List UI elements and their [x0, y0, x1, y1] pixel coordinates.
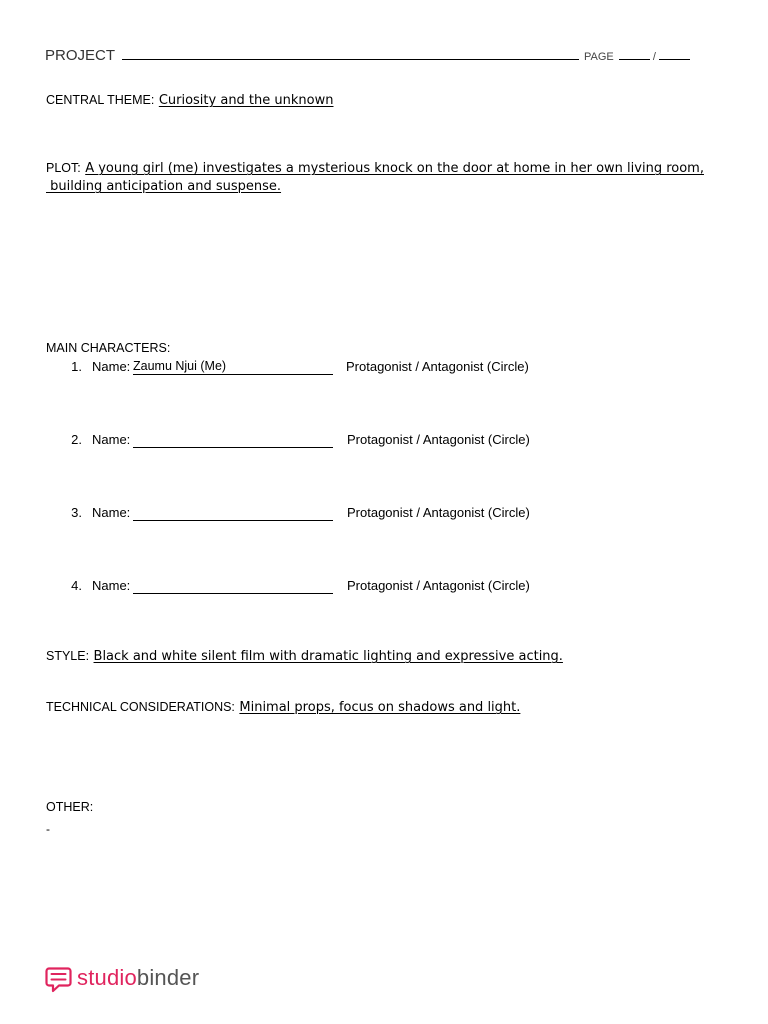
page-separator: / [652, 51, 656, 63]
project-title-field[interactable] [122, 58, 579, 60]
main-characters-label: MAIN CHARACTERS: [46, 341, 171, 355]
character-row-4 [46, 578, 566, 596]
character-name-value: Zaumu Njui (Me) [133, 359, 227, 373]
central-theme-label: CENTRAL THEME: [46, 93, 155, 107]
project-header [45, 47, 579, 64]
logo-wordmark-binder: binder [136, 965, 200, 990]
other-value[interactable]: - [46, 822, 50, 836]
character-row-2 [46, 432, 566, 450]
style-value[interactable]: Black and white silent film with dramatic lighting and expressive acting. [93, 649, 563, 664]
character-role-options[interactable]: Protagonist / Antagonist (Circle) [347, 432, 530, 447]
character-number: 4. [71, 578, 82, 593]
project-label: PROJECT [45, 47, 115, 64]
page-label: PAGE [584, 51, 614, 63]
character-number: 2. [71, 432, 82, 447]
character-role-options[interactable]: Protagonist / Antagonist (Circle) [347, 505, 530, 520]
plot-section [46, 159, 704, 195]
character-name-field[interactable] [133, 432, 333, 448]
character-name-field[interactable] [133, 359, 333, 375]
plot-line-2[interactable]: building anticipation and suspense. [46, 179, 282, 194]
page-counter [584, 51, 690, 63]
page-current-field[interactable] [619, 58, 650, 60]
central-theme-value[interactable]: Curiosity and the unknown [158, 93, 334, 108]
technical-section [46, 698, 520, 716]
character-role-options[interactable]: Protagonist / Antagonist (Circle) [346, 359, 529, 374]
other-label: OTHER: [46, 800, 94, 814]
character-name-field[interactable] [133, 578, 333, 594]
technical-label: TECHNICAL CONSIDERATIONS: [46, 700, 235, 714]
logo-wordmark [77, 965, 199, 991]
character-name-field[interactable] [133, 505, 333, 521]
character-name-label: Name: [92, 432, 131, 447]
character-name-label: Name: [92, 359, 131, 374]
central-theme [46, 91, 333, 109]
character-role-options[interactable]: Protagonist / Antagonist (Circle) [347, 578, 530, 593]
character-number: 3. [71, 505, 82, 520]
technical-value[interactable]: Minimal props, focus on shadows and light. [239, 700, 521, 715]
chat-bubble-logo-icon [45, 966, 72, 993]
style-section [46, 647, 563, 665]
plot-line-1[interactable]: A young girl (me) investigates a mysterious knock on the door at home in her own living room, [85, 161, 704, 176]
character-name-label: Name: [92, 578, 131, 593]
character-name-label: Name: [92, 505, 131, 520]
page-total-field[interactable] [659, 58, 690, 60]
plot-label: PLOT: [46, 161, 81, 175]
character-row-3 [46, 505, 566, 523]
style-label: STYLE: [46, 649, 90, 663]
character-row-1 [46, 359, 566, 377]
character-number: 1. [71, 359, 82, 374]
logo-wordmark-studio: studio [77, 965, 137, 990]
